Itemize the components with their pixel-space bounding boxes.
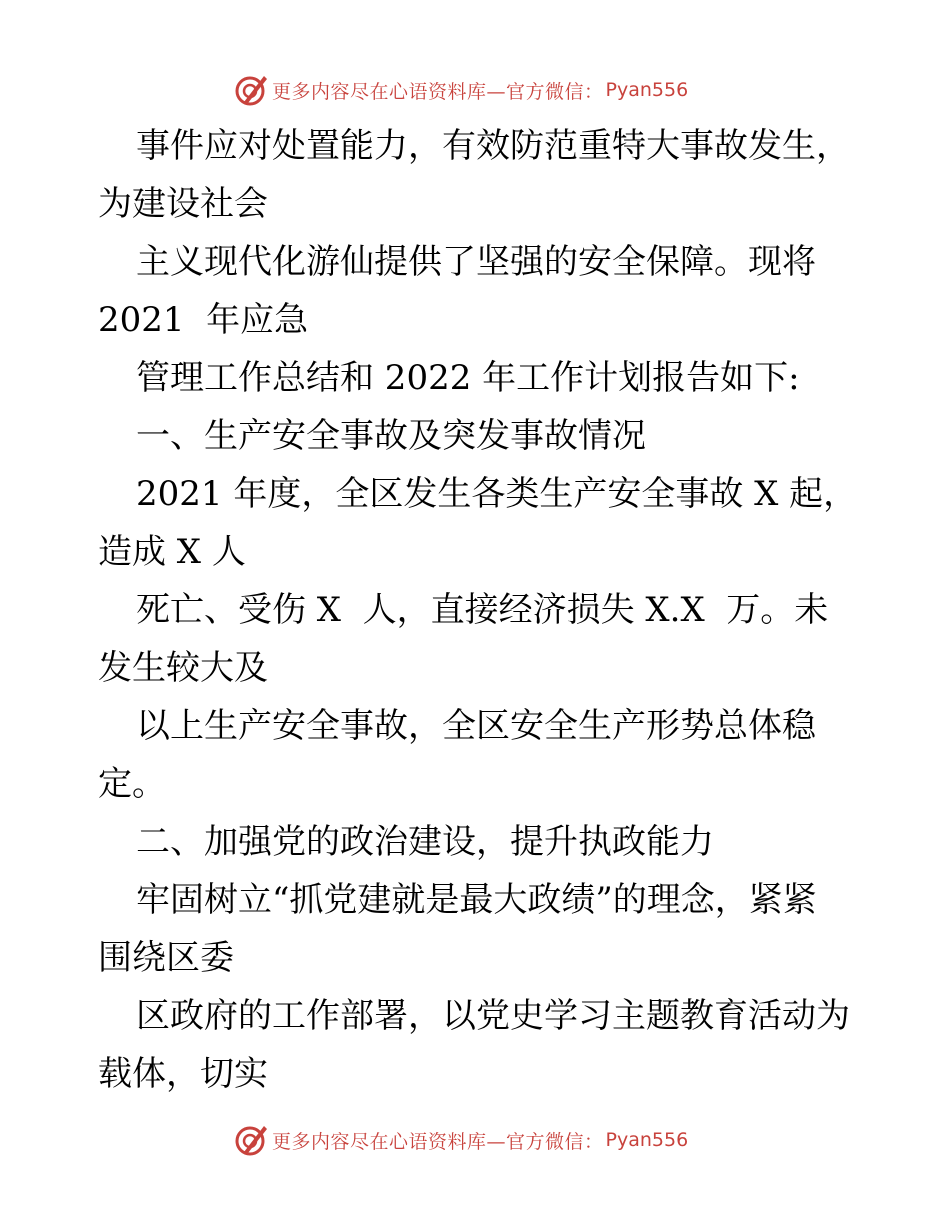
watermark-text: 更多内容尽在心语资料库—官方微信：: [272, 80, 604, 103]
body-line: 为建设社会: [98, 184, 268, 224]
body-line: 发生较大及: [98, 648, 268, 688]
body-line: 围绕区委: [98, 938, 234, 978]
body-line: 事件应对处置能力，有效防范重特大事故发生，: [136, 126, 850, 166]
watermark-handle: Pyan556: [605, 79, 689, 101]
body-line: 定。: [98, 764, 166, 804]
footer-watermark: [234, 1122, 688, 1158]
section-heading-1: 一、生产安全事故及突发事故情况: [136, 416, 646, 456]
quill-logo-icon: [234, 72, 270, 108]
body-line: 造成 X 人: [98, 532, 246, 572]
watermark-text: 更多内容尽在心语资料库—官方微信：: [272, 1130, 604, 1153]
document-body: [98, 117, 858, 1103]
body-line: 2021 年度，全区发生各类生产安全事故 X 起，: [136, 474, 858, 514]
body-line: 载体，切实: [98, 1054, 268, 1094]
quill-logo-icon: [234, 1122, 270, 1158]
body-line: 2021 年应急: [98, 300, 309, 340]
body-line: 主义现代化游仙提供了坚强的安全保障。现将: [136, 242, 816, 282]
body-line: 区政府的工作部署，以党史学习主题教育活动为: [136, 996, 850, 1036]
body-line: 牢固树立“抓党建就是最大政绩”的理念，紧紧: [136, 880, 817, 920]
body-line: 以上生产安全事故，全区安全生产形势总体稳: [136, 706, 816, 746]
header-watermark: [234, 72, 688, 108]
section-heading-2: 二、加强党的政治建设，提升执政能力: [136, 822, 714, 862]
body-line: 死亡、受伤 X 人，直接经济损失 X.X 万。未: [136, 590, 829, 630]
watermark-handle: Pyan556: [605, 1129, 689, 1151]
body-line: 管理工作总结和 2022 年工作计划报告如下:: [136, 358, 800, 398]
